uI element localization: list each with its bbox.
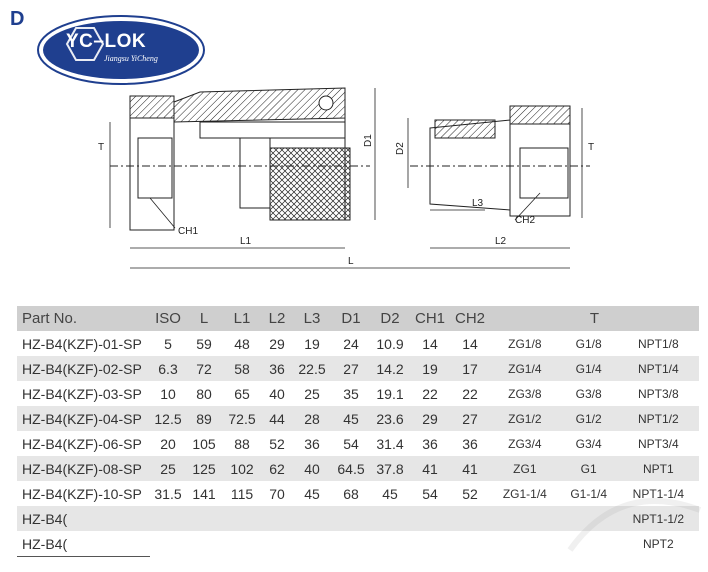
table-cell-t3: NPT1/4: [618, 356, 699, 381]
table-cell-t2: G1/4: [560, 356, 618, 381]
table-cell-ch1: 14: [422, 335, 438, 352]
table-cell-d2: [370, 506, 410, 531]
table-cell-l2: 36: [262, 356, 292, 381]
table-cell-t1: [490, 531, 560, 557]
table-cell-d1: [332, 506, 370, 531]
table-cell-d1: 35: [343, 385, 359, 402]
table-cell-l: 89: [186, 406, 222, 431]
table-cell-l3: 40: [292, 456, 332, 481]
table-cell-iso: 25: [150, 456, 186, 481]
table-cell-l1: [222, 506, 262, 531]
table-cell-d1: 54: [343, 435, 359, 452]
dim-label-d2: D2: [395, 142, 406, 155]
table-cell-iso: 6.3: [150, 356, 186, 381]
table-cell-l1: 102: [222, 456, 262, 481]
table-cell-d2: 37.8: [370, 456, 410, 481]
table-cell-t2: G3/4: [575, 436, 602, 451]
table-cell-t1: ZG3/8: [508, 386, 542, 401]
table-cell-ch1: 19: [410, 356, 450, 381]
table-cell-ch2: 52: [462, 485, 478, 502]
table-cell-part: HZ-B4(: [17, 531, 150, 557]
table-cell-part: HZ-B4(KZF)-01-SP: [22, 335, 142, 352]
table-cell-ch2: 17: [450, 356, 490, 381]
table-row: [17, 431, 699, 456]
table-cell-l1: 48: [234, 335, 250, 352]
table-cell-l3: [292, 506, 332, 531]
table-cell-l3: 22.5: [292, 356, 332, 381]
table-cell-t3: NPT1/8: [638, 336, 679, 351]
table-cell-t1: ZG1/8: [508, 336, 542, 351]
table-cell-t2: G1: [560, 456, 618, 481]
table-cell-ch1: 36: [422, 435, 438, 452]
table-cell-part: HZ-B4(: [17, 506, 150, 531]
dim-label-ch2: CH2: [515, 215, 536, 226]
col-header-l2: L2: [262, 306, 292, 331]
section-letter: D: [10, 8, 25, 30]
table-cell-ch1: 54: [422, 485, 438, 502]
table-cell-iso: 20: [160, 435, 176, 452]
table-cell-l2: 29: [269, 335, 285, 352]
table-cell-ch2: 14: [462, 335, 478, 352]
dim-label-l3: L3: [472, 198, 484, 209]
table-cell-part: HZ-B4(KZF)-06-SP: [22, 435, 142, 452]
table-row: [17, 406, 699, 431]
table-cell-l1: 58: [222, 356, 262, 381]
table-cell-iso: [150, 506, 186, 531]
table-cell-d1: 64.5: [332, 456, 370, 481]
col-header-iso: ISO: [150, 306, 186, 331]
table-cell-t2: G1-1/4: [570, 486, 608, 501]
table-cell-t1: [490, 506, 560, 531]
table-cell-t1: ZG1: [490, 456, 560, 481]
table-cell-ch1: [410, 506, 450, 531]
table-cell-ch2: [450, 506, 490, 531]
table-cell-iso: [150, 531, 186, 557]
table-cell-iso: 31.5: [154, 485, 182, 502]
dim-label-t-left: T: [98, 142, 105, 153]
col-header-l1: L1: [222, 306, 262, 331]
table-cell-l2: 62: [262, 456, 292, 481]
table-cell-d1: 24: [343, 335, 359, 352]
table-cell-l: 80: [196, 385, 212, 402]
table-cell-d2: 19.1: [376, 385, 404, 402]
table-cell-part: HZ-B4(KZF)-02-SP: [17, 356, 150, 381]
table-cell-iso: 12.5: [150, 406, 186, 431]
table-cell-d1: 45: [332, 406, 370, 431]
table-cell-part: HZ-B4(KZF)-04-SP: [17, 406, 150, 431]
dim-label-l2: L2: [495, 236, 507, 247]
table-cell-d2: [370, 531, 410, 557]
male-coupling: [410, 106, 590, 216]
table-cell-d1: 68: [343, 485, 359, 502]
table-cell-l1: 65: [234, 385, 250, 402]
table-cell-t3: NPT1-1/4: [632, 486, 685, 501]
dim-label-t-right: T: [588, 142, 595, 153]
table-cell-t2: G1/8: [575, 336, 602, 351]
col-header-l: L: [186, 306, 222, 331]
table-cell-l: 59: [196, 335, 212, 352]
col-header-ch1: CH1: [410, 306, 450, 331]
table-cell-l3: 28: [292, 406, 332, 431]
table-cell-t3: NPT3/8: [638, 386, 679, 401]
table-cell-ch2: 27: [450, 406, 490, 431]
col-header-l3: L3: [292, 306, 332, 331]
table-cell-d2: 45: [382, 485, 398, 502]
table-cell-ch2: 36: [462, 435, 478, 452]
female-coupling: [110, 88, 370, 230]
table-cell-l: [186, 531, 222, 557]
table-cell-t3: NPT1/2: [618, 406, 699, 431]
table-cell-t1: ZG1-1/4: [502, 486, 547, 501]
col-header-ch2: CH2: [450, 306, 490, 331]
table-cell-l2: [262, 531, 292, 557]
dim-label-l: L: [348, 256, 354, 267]
table-cell-d2: 31.4: [376, 435, 404, 452]
table-cell-t1: ZG1/2: [490, 406, 560, 431]
table-cell-l: 141: [192, 485, 216, 502]
table-cell-l2: 52: [269, 435, 285, 452]
table-row: [17, 381, 699, 406]
table-cell-l2: 70: [269, 485, 285, 502]
table-cell-l1: 88: [234, 435, 250, 452]
table-cell-t1: ZG1/4: [490, 356, 560, 381]
table-cell-d1: [332, 531, 370, 557]
table-cell-ch1: 41: [410, 456, 450, 481]
table-cell-ch2: 22: [462, 385, 478, 402]
dim-label-l1: L1: [240, 236, 252, 247]
table-cell-l3: 25: [304, 385, 320, 402]
table-cell-iso: 10: [160, 385, 176, 402]
col-header-d1: D1: [332, 306, 370, 331]
table-cell-part: HZ-B4(KZF)-08-SP: [17, 456, 150, 481]
table-header-row: [17, 306, 699, 331]
table-cell-t2: G3/8: [575, 386, 602, 401]
col-header-part-no: Part No.: [17, 306, 150, 331]
table-cell-ch1: 29: [410, 406, 450, 431]
table-cell-l1: 72.5: [222, 406, 262, 431]
table-cell-t3: NPT3/4: [638, 436, 679, 451]
table-cell-ch2: [450, 531, 490, 557]
table-cell-t3: NPT1: [618, 456, 699, 481]
table-row: [17, 356, 699, 381]
dim-label-ch1: CH1: [178, 226, 199, 237]
table-cell-d1: 27: [332, 356, 370, 381]
table-cell-t1: ZG3/4: [508, 436, 542, 451]
table-cell-l1: 115: [230, 485, 254, 502]
table-cell-t3: NPT2: [643, 536, 674, 551]
table-cell-t3: NPT1-1/2: [618, 506, 699, 531]
coupling-drawing: [90, 78, 700, 278]
table-cell-ch2: 41: [450, 456, 490, 481]
table-cell-l: 105: [192, 435, 216, 452]
col-header-d2: D2: [370, 306, 410, 331]
table-row: [17, 331, 699, 356]
watermark: [560, 470, 708, 570]
table-cell-t2: G1/2: [560, 406, 618, 431]
table-cell-l3: 19: [304, 335, 320, 352]
table-cell-l3: [292, 531, 332, 557]
table-cell-l3: 45: [304, 485, 320, 502]
table-cell-l: [186, 506, 222, 531]
table-cell-l: 72: [186, 356, 222, 381]
logo-text: YC–LOK: [66, 31, 147, 52]
table-cell-l2: 44: [262, 406, 292, 431]
table-cell-ch1: [410, 531, 450, 557]
logo-subtitle: Jiangsu YiCheng: [104, 54, 158, 63]
col-header-t: T: [490, 306, 699, 331]
table-cell-l3: 36: [304, 435, 320, 452]
table-cell-l2: [262, 506, 292, 531]
table-cell-part: HZ-B4(KZF)-03-SP: [22, 385, 142, 402]
table-cell-d2: 23.6: [370, 406, 410, 431]
table-cell-l: 125: [186, 456, 222, 481]
table-cell-d2: 10.9: [376, 335, 404, 352]
table-cell-iso: 5: [164, 335, 172, 352]
table-cell-l1: [222, 531, 262, 557]
table-cell-l2: 40: [269, 385, 285, 402]
table-cell-ch1: 22: [422, 385, 438, 402]
table-cell-d2: 14.2: [370, 356, 410, 381]
dim-label-d1: D1: [363, 134, 374, 147]
table-cell-part: HZ-B4(KZF)-10-SP: [22, 485, 142, 502]
